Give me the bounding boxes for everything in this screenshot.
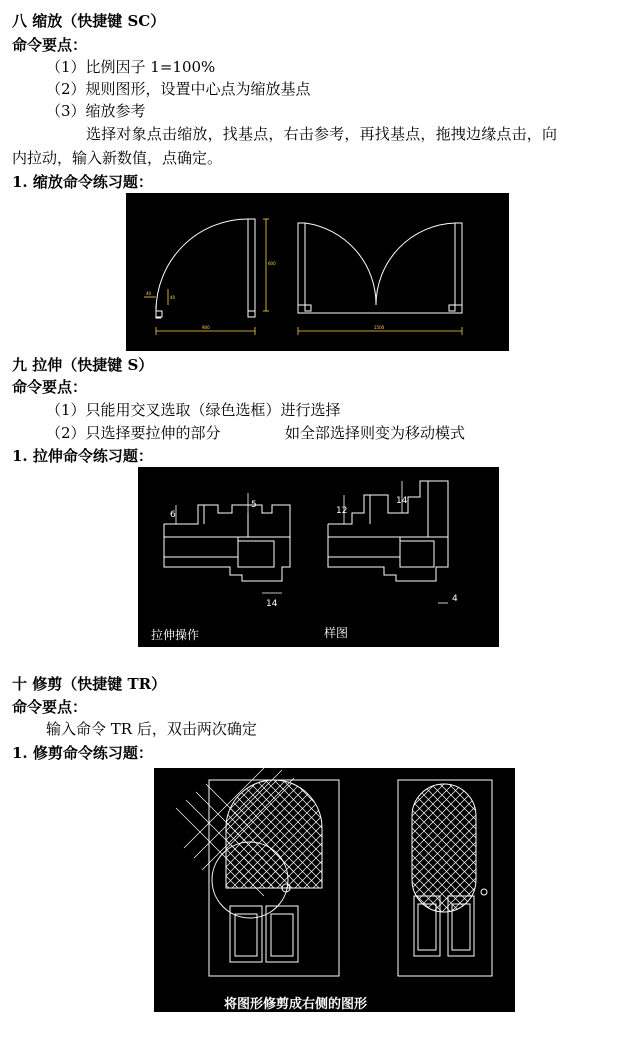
stretch-dim-5: 14 bbox=[396, 496, 408, 506]
stretch-dim-6: 4 bbox=[452, 594, 458, 604]
scale-exercise-figure bbox=[126, 193, 509, 351]
section-9-points-title: 命令要点： bbox=[12, 378, 88, 396]
scale-dim-5: 600 bbox=[268, 261, 276, 266]
scale-dim-1: 40 bbox=[146, 291, 152, 296]
section-9-point-1: （1）只能用交叉选取（绿色选框）进行选择 bbox=[46, 401, 341, 419]
stretch-dim-3: 14 bbox=[266, 599, 278, 609]
section-8-points-title: 命令要点： bbox=[12, 36, 88, 54]
stretch-dim-4: 12 bbox=[336, 506, 348, 516]
section-10-points-title: 命令要点： bbox=[12, 698, 88, 716]
stretch-exercise-figure bbox=[138, 467, 499, 647]
scale-dim-2: 40 bbox=[170, 295, 176, 300]
section-10-heading: 十 修剪（快捷键 TR） bbox=[12, 675, 167, 693]
section-8-point-2: （2）规则图形，设置中心点为缩放基点 bbox=[46, 80, 311, 98]
section-8-point-3: （3）缩放参考 bbox=[46, 102, 146, 120]
stretch-dim-2: 5 bbox=[251, 500, 257, 510]
stretch-right-caption: 样图 bbox=[324, 626, 349, 640]
section-8-point-3-detail-cont: 内拉动，输入新数值，点确定。 bbox=[12, 149, 223, 167]
section-9-point-2-note: 如全部选择则变为移动模式 bbox=[285, 424, 466, 442]
section-8-exercise-title: 1. 缩放命令练习题： bbox=[12, 173, 153, 191]
section-9-heading: 九 拉伸（快捷键 S） bbox=[12, 356, 154, 374]
trim-exercise-figure bbox=[154, 768, 515, 1012]
section-10-exercise-title: 1. 修剪命令练习题： bbox=[12, 744, 153, 762]
scale-dim-4: 1500 bbox=[374, 325, 385, 330]
section-8-point-3-detail: 选择对象点击缩放，找基点，右击参考，再找基点，拖拽边缘点击，向 bbox=[86, 125, 558, 143]
section-8-heading: 八 缩放（快捷键 SC） bbox=[12, 12, 166, 30]
section-9-point-2: （2）只选择要拉伸的部分 bbox=[46, 424, 221, 442]
scale-dim-3: 900 bbox=[202, 325, 210, 330]
section-9-exercise-title: 1. 拉伸命令练习题： bbox=[12, 447, 153, 465]
section-10-point-1: 输入命令 TR 后，双击两次确定 bbox=[46, 720, 257, 738]
section-8-point-1: （1）比例因子 1=100% bbox=[46, 58, 216, 76]
stretch-dim-1: 6 bbox=[170, 510, 176, 520]
trim-caption: 将图形修剪成右侧的图形 bbox=[224, 997, 368, 1012]
stretch-left-caption: 拉伸操作 bbox=[151, 628, 200, 642]
